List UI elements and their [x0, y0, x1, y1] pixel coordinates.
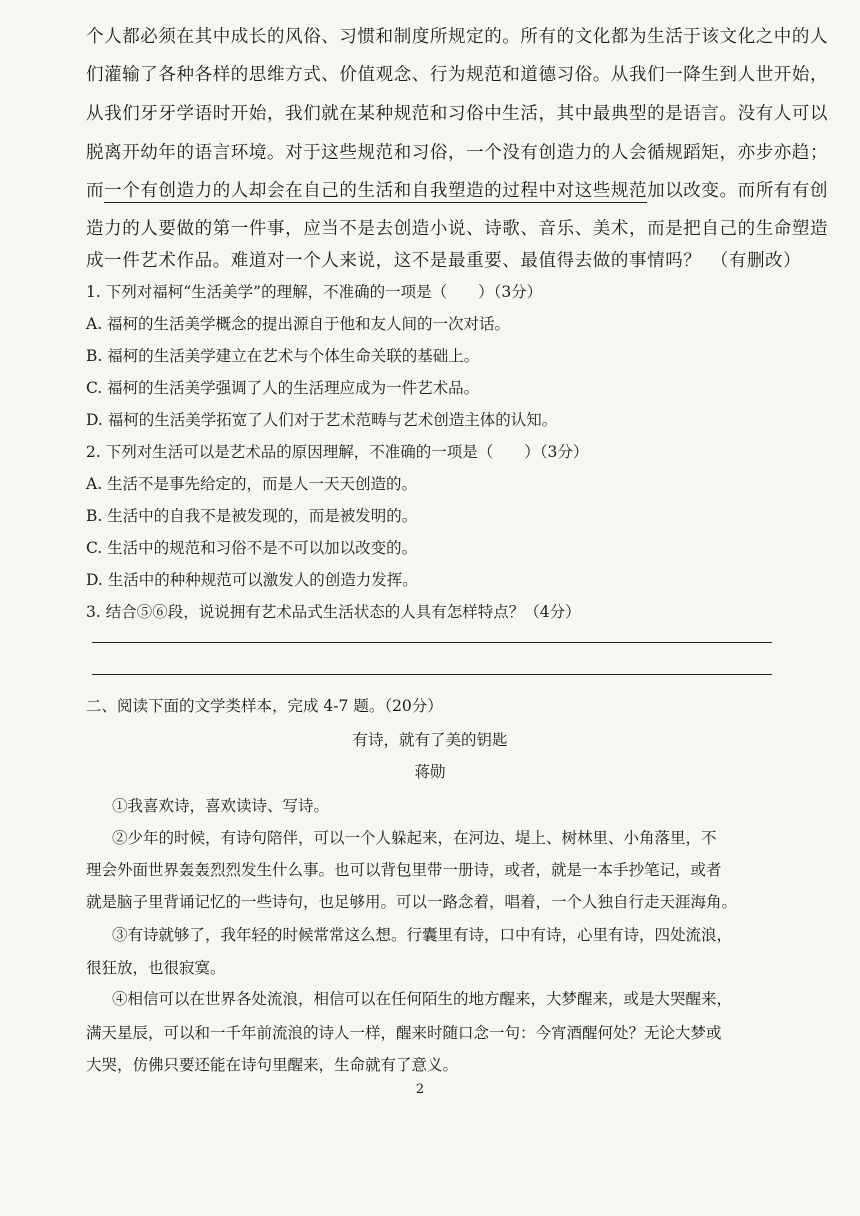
paragraph-3-line-2: 很狂放，也很寂寞。 [86, 959, 226, 977]
question-1-option-d: D. 福柯的生活美学拓宽了人们对于艺术范畴与艺术创造主体的认知。 [86, 411, 558, 429]
question-2-option-d: D. 生活中的种种规范可以激发人的创造力发挥。 [86, 571, 418, 589]
paragraph-2-line-1: ②少年的时候，有诗句陪伴，可以一个人躲起来，在河边、堤上、树林里、小角落里，不 [112, 829, 717, 847]
question-1-option-a: A. 福柯的生活美学概念的提出源自于他和友人间的一次对话。 [86, 315, 511, 333]
question-1-stem: 1. 下列对福柯“生活美学”的理解，不准确的一项是（ ）（3分） [86, 283, 543, 301]
question-1-option-c: C. 福柯的生活美学强调了人的生活理应成为一件艺术品。 [86, 379, 480, 397]
answer-line-2[interactable] [92, 674, 772, 675]
passage-line-4: 脱离开幼年的语言环境。对于这些规范和习俗，一个没有创造力的人会循规蹈矩，亦步亦趋； [86, 143, 829, 163]
question-3-stem: 3. 结合⑤⑥段，说说拥有艺术品式生活状态的人具有怎样特点？（4分） [86, 603, 581, 621]
paragraph-2-line-2: 理会外面世界轰轰烈烈发生什么事。也可以背包里带一册诗，或者，就是一本手抄笔记，或者 [86, 861, 722, 879]
passage-line-3: 从我们牙牙学语时开始，我们就在某种规范和习俗中生活，其中最典型的是语言。没有人可以 [86, 104, 829, 124]
passage-line-1: 个人都必须在其中成长的风俗、习惯和制度所规定的。所有的文化都为生活于该文化之中的人 [86, 27, 829, 47]
passage-line-2: 们灌输了各种各样的思维方式、价值观念、行为规范和道德习俗。从我们一降生到人世开始， [86, 65, 829, 85]
section-2-heading: 二、阅读下面的文学类样本，完成 4-7 题。（20分） [86, 697, 443, 715]
answer-line-1[interactable] [92, 642, 772, 643]
paragraph-3-line-1: ③有诗就够了，我年轻的时候常常这么想。行囊里有诗，口中有诗，心里有诗，四处流浪， [112, 926, 733, 944]
page-number: 2 [415, 1082, 425, 1097]
poem-article-title: 有诗，就有了美的钥匙 [352, 731, 508, 749]
question-2-option-b: B. 生活中的自我不是被发现的，而是被发明的。 [86, 507, 418, 525]
question-1-option-b: B. 福柯的生活美学建立在艺术与个体生命关联的基础上。 [86, 347, 480, 365]
passage-line-5-prefix: 而 [86, 181, 105, 201]
question-2-stem: 2. 下列对生活可以是艺术品的原因理解，不准确的一项是（ ）（3分） [86, 443, 589, 461]
passage-line-7: 成一件艺术作品。难道对一个人来说，这不是最重要、最值得去做的事情吗？ （有删改） [86, 251, 802, 271]
paragraph-4-line-1: ④相信可以在世界各处流浪，相信可以在任何陌生的地方醒来，大梦醒来，或是大哭醒来， [112, 990, 733, 1008]
passage-line-6: 造力的人要做的第一件事，应当不是去创造小说、诗歌、音乐、美术，而是把自己的生命塑造 [86, 219, 829, 239]
article-author: 蒋勋 [414, 763, 446, 781]
paragraph-2-line-3: 就是脑子里背诵记忆的一些诗句，也足够用。可以一路念着，唱着，一个人独自行走天涯海角。 [86, 893, 738, 911]
passage-line-5-suffix: 加以改变。而所有有创 [647, 181, 829, 201]
question-2-option-a: A. 生活不是事先给定的，而是人一天天创造的。 [86, 475, 418, 493]
paragraph-4-line-2: 满天星辰，可以和一千年前流浪的诗人一样，醒来时随口念一句：今宵酒醒何处？无论大梦或 [86, 1024, 722, 1042]
paragraph-4-line-3: 大哭，仿佛只要还能在诗句里醒来，生命就有了意义。 [86, 1056, 459, 1074]
passage-line-5 [86, 180, 829, 202]
paragraph-1-line-1: ①我喜欢诗，喜欢读诗、写诗。 [112, 797, 330, 815]
question-2-option-c: C. 生活中的规范和习俗不是不可以加以改变的。 [86, 539, 418, 557]
underlined-phrase: 一个有创造力的人却会在自己的生活和自我塑造的过程中对这些规范 [104, 181, 648, 201]
